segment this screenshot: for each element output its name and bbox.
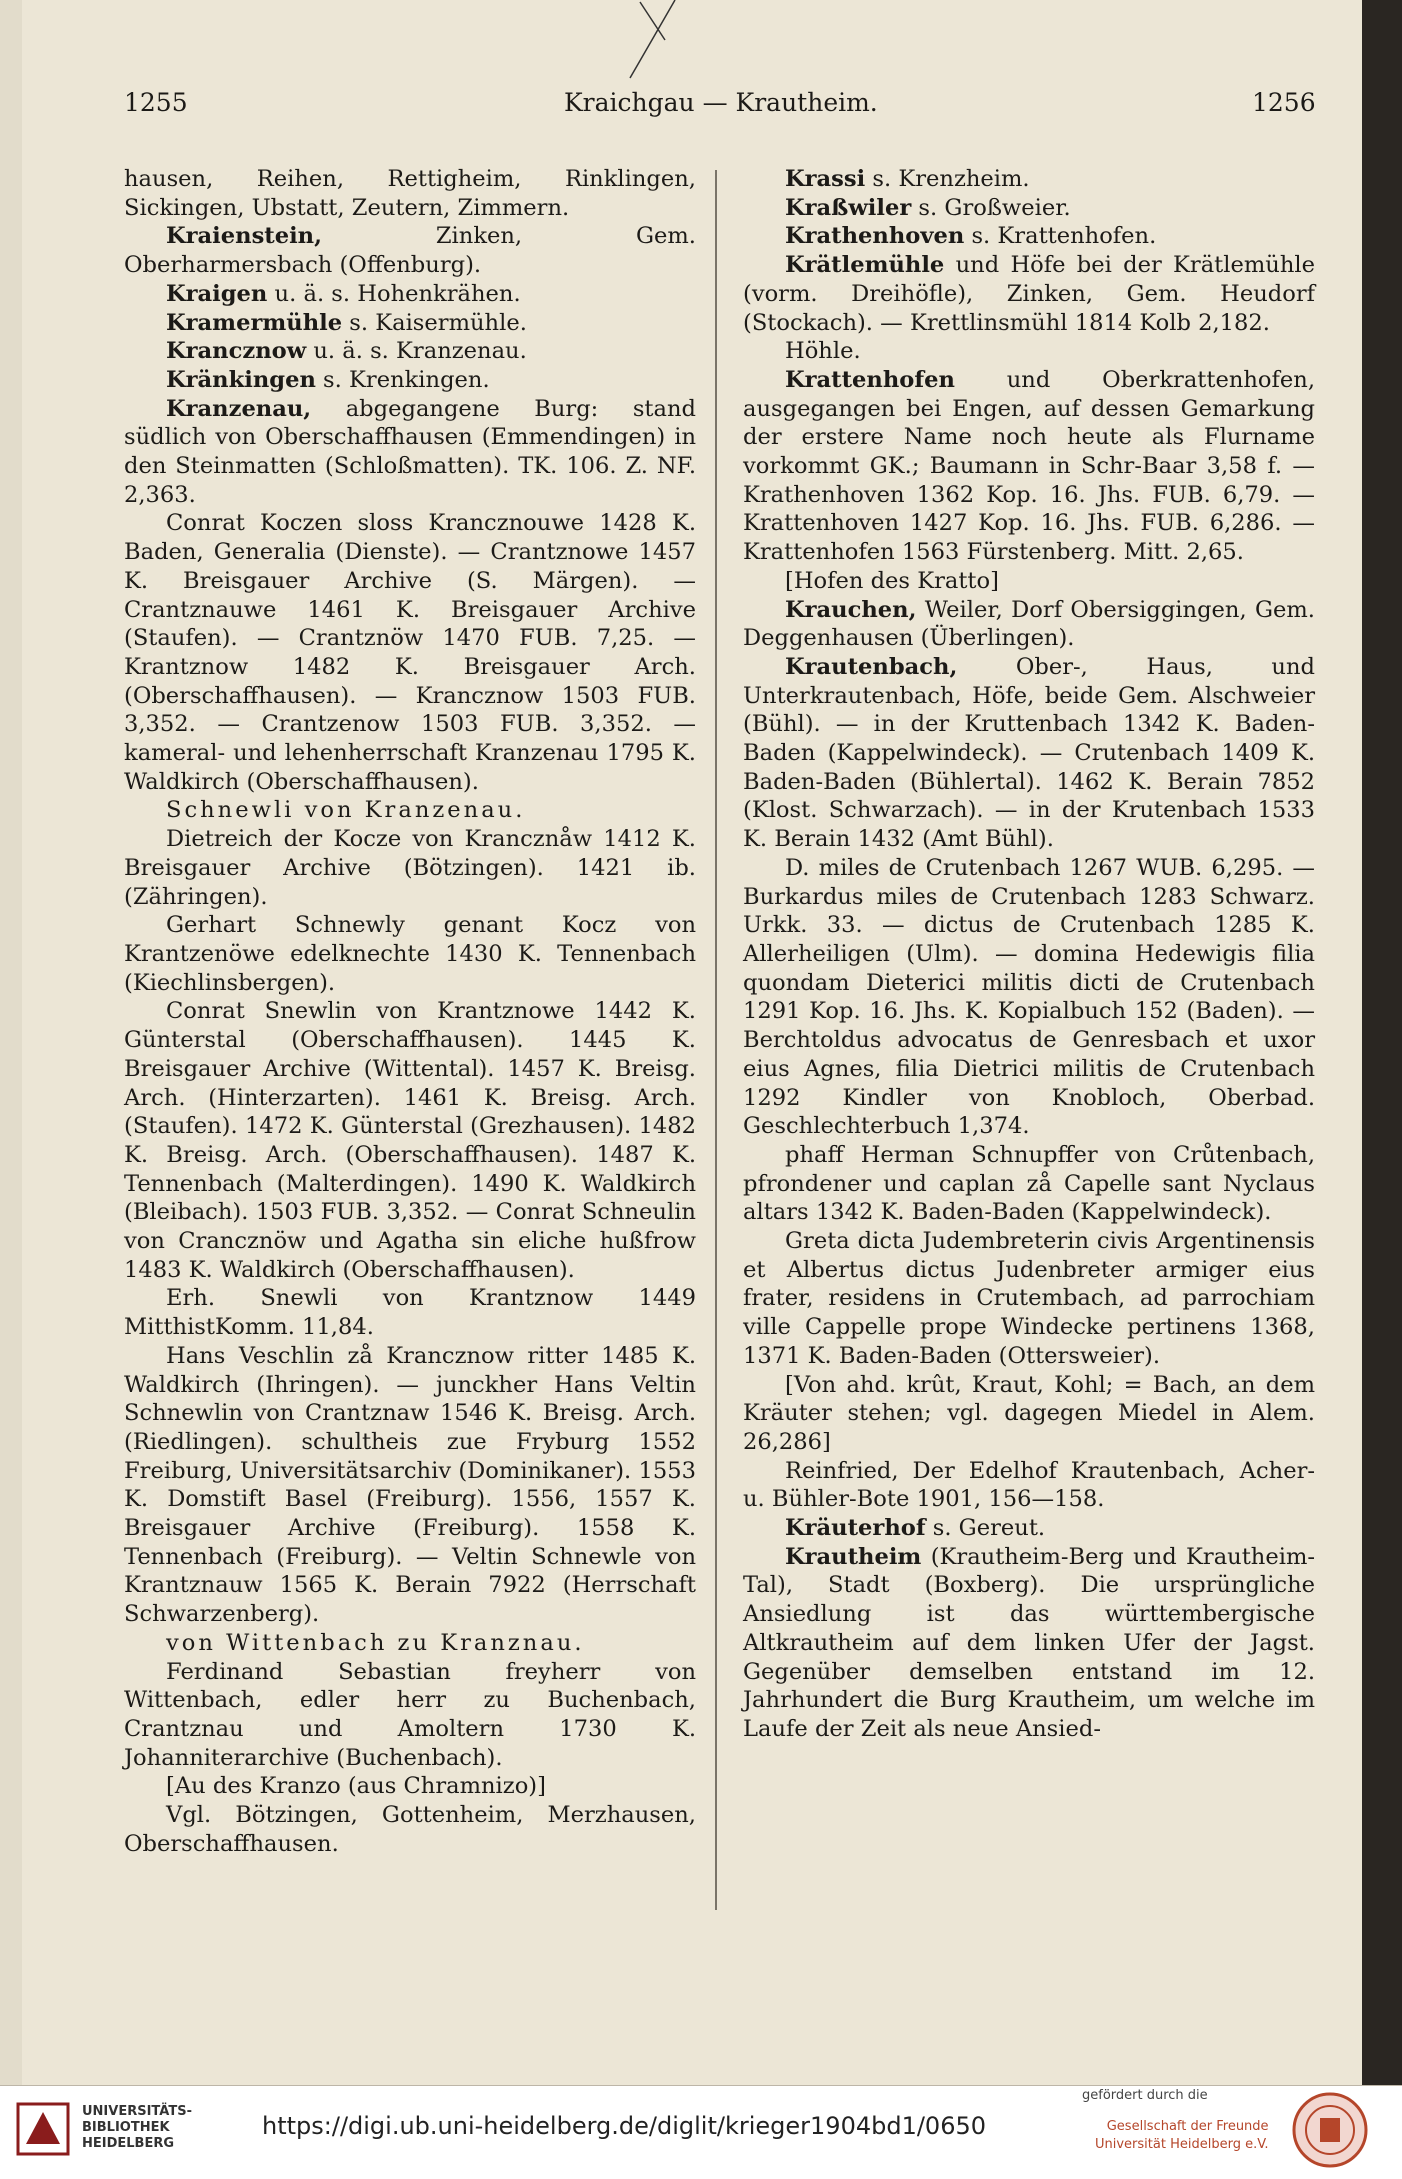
page-edge-right <box>1362 0 1402 2085</box>
library-line-2: BIBLIOTHEK <box>82 2120 170 2135</box>
entry-paragraph: D. miles de Crutenbach 1267 WUB. 6,295. — Burkardus miles de Crutenbach 1283 Schwarz. Urkk. 33. — dictus de Crutenbach 1285 K. Allerheiligen (Ulm). — domina Hedewigis filia quondam Dieterici militis dicti de Crutenbach 1291 Kop. 16. Jhs. K. Kopialbuch 152 (Baden). — Berchtoldus advocatus de Genresbach et uxor eius Agnes, filia Dietrici militis de Crutenbach 1292 Kindler von Knobloch, Oberbad. Geschlechterbuch 1,374. <box>743 854 1315 1140</box>
headword: Kraßwiler <box>785 194 912 221</box>
entry-text: s. Gereut. <box>925 1515 1046 1542</box>
entry-paragraph: Conrat Koczen sloss Krancznouwe 1428 K. Baden, Generalia (Dienste). — Crantznowe 1457 K. Breisgauer Archive (S. Märgen). — Crantznauwe 1461 K. Breisgauer Archive (Staufen). — Crantznöw 1470 FUB. 7,25. — Krantznow 1482 K. Breisgauer Arch. (Oberschaffhausen). — Krancznow 1503 FUB. 3,352. — Crantzenow 1503 FUB. 3,352. — kameral- und lehenherrschaft Kranzenau 1795 K. Waldkirch (Oberschaffhausen). <box>124 510 696 795</box>
entry-paragraph <box>124 222 696 279</box>
entry-paragraph <box>743 1543 1315 1744</box>
entry-paragraph: [Hofen des Kratto] <box>785 567 999 594</box>
page-number-right: 1256 <box>1252 88 1316 117</box>
entry-paragraph <box>743 366 1315 567</box>
headword: Kraigen <box>166 280 268 307</box>
entry-paragraph: Conrat Snewlin von Krantznowe 1442 K. Günterstal (Oberschaffhausen). 1445 K. Breisgauer Archive (Wittental). 1457 K. Breisg. Arch. (Hinterzarten). 1461 K. Breisg. Arch. (Staufen). 1472 K. Günterstal (Grezhausen). 1482 K. Breisg. Arch. (Oberschaffhausen). 1487 K. Tennenbach (Malterdingen). 1490 K. Waldkirch (Bleibach). 1503 FUB. 3,352. — Conrat Schneulin von Crancznöw und Agatha sin eliche hußfrow 1483 K. Waldkirch (Oberschaffhausen). <box>124 998 696 1283</box>
funded-by-label: gefördert durch die <box>1082 2088 1208 2103</box>
society-line-2: Universität Heidelberg e.V. <box>1095 2137 1269 2152</box>
entry-text: und Höfe bei der Krätlemühle (vorm. Dreihöfle), Zinken, Gem. Heudorf (Stockach). — Krettlinsmühl 1814 Kolb 2,182. <box>743 252 1315 336</box>
right-column <box>743 165 1315 1744</box>
entry-paragraph <box>124 1629 696 1658</box>
entry-text: s. Kaisermühle. <box>342 309 527 336</box>
running-title: Kraichgau — Krautheim. <box>564 88 878 117</box>
entry-paragraph <box>124 337 696 366</box>
headword: Krauchen, <box>785 596 917 623</box>
library-line-3: HEIDELBERG <box>82 2136 175 2151</box>
headword: Krautheim <box>785 1543 922 1570</box>
entry-paragraph: [Von ahd. krût, Kraut, Kohl; = Bach, an dem Kräuter stehen; vgl. dagegen Miedel in Alem. 26,286] <box>743 1371 1315 1455</box>
entry-paragraph <box>743 222 1315 251</box>
entry-paragraph: Hans Veschlin zå Krancznow ritter 1485 K. Waldkirch (Ihringen). — junckher Hans Veltin Schnewlin von Crantznaw 1546 K. Breisg. Arch. (Riedlingen). schultheis zue Fryburg 1552 Freiburg, Universitätsarchiv (Dominikaner). 1553 K. Domstift Basel (Freiburg). 1556, 1557 K. Breisgauer Archive (Freiburg). 1558 K. Tennenbach (Freiburg). — Veltin Schnewle von Krantznauw 1565 K. Berain 7922 (Herrschaft Schwarzenberg). <box>124 1342 696 1628</box>
entry-paragraph: phaff Herman Schnupffer von Crůtenbach, pfrondener und caplan zå Capelle sant Nyclaus altars 1342 K. Baden-Baden (Kappelwindeck). <box>743 1141 1315 1226</box>
entry-paragraph: Dietreich der Kocze von Krancznåw 1412 K. Breisgauer Archive (Bötzingen). 1421 ib. (Zähringen). <box>124 826 696 910</box>
entry-paragraph: Vgl. Bötzingen, Gottenheim, Merzhausen, Oberschaffhausen. <box>124 1802 696 1857</box>
library-line-1: UNIVERSITÄTS- <box>82 2104 192 2119</box>
column-divider <box>715 170 717 1910</box>
entry-paragraph <box>124 796 696 825</box>
headword: Krathenhoven <box>785 223 965 250</box>
entry-text: Zinken, Gem. Oberharmersbach (Offenburg). <box>124 223 696 279</box>
society-line-1: Gesellschaft der Freunde <box>1106 2119 1269 2134</box>
entry-paragraph: hausen, Reihen, Rettigheim, Rinklingen, Sickingen, Ubstatt, Zeutern, Zimmern. <box>124 166 696 221</box>
entry-paragraph <box>124 395 696 510</box>
headword: Krätlemühle <box>785 252 945 279</box>
entry-paragraph: [Au des Kranzo (aus Chramnizo)] <box>166 1773 546 1800</box>
headword: Krattenhofen <box>785 366 955 393</box>
permalink-url[interactable]: https://digi.ub.uni-heidelberg.de/diglit/krieger1904bd1/0650 <box>262 2112 987 2140</box>
left-column <box>124 165 696 1858</box>
entry-paragraph: Greta dicta Judembreterin civis Argentinensis et Albertus dictus Judenbreter armiger eius frater, residens in Crutembach, ad parrochiam ville Cappelle prope Windecke pertinens 1368, 1371 K. Baden-Baden (Ottersweier). <box>743 1228 1315 1369</box>
pencil-mark-icon <box>620 0 710 80</box>
headword: Krancznow <box>166 338 307 365</box>
entry-text: (Krautheim-Berg und Krautheim-Tal), Stadt (Boxberg). Die ursprüngliche Ansiedlung ist das württembergische Altkrautheim auf dem linken Ufer der Jagst. Gegenüber demselben entstand im 12. Jahrhundert die Burg Krautheim, um welche im Laufe der Zeit als neue Ansied- <box>743 1543 1315 1742</box>
library-name <box>82 2104 192 2152</box>
headword: Krautenbach, <box>785 653 958 680</box>
entry-paragraph <box>743 653 1315 854</box>
entry-paragraph <box>743 165 1315 194</box>
entry-paragraph <box>124 280 696 309</box>
headword: Kranzenau, <box>166 395 312 422</box>
society-name <box>1095 2118 1269 2154</box>
entry-paragraph: Gerhart Schnewly genant Kocz von Krantzenöwe edelknechte 1430 K. Tennenbach (Kiechlinsbergen). <box>124 912 696 996</box>
entry-paragraph <box>743 596 1315 653</box>
entry-paragraph: Reinfried, Der Edelhof Krautenbach, Acher- u. Bühler-Bote 1901, 156—158. <box>743 1457 1315 1513</box>
entry-paragraph: Höhle. <box>785 338 861 365</box>
entry-text: abgegangene Burg: stand südlich von Oberschaffhausen (Emmendingen) in den Steinmatten (Schloßmatten). TK. 106. Z. NF. 2,363. <box>124 395 696 508</box>
entry-text: s. Krenzheim. <box>865 166 1030 192</box>
family-heading: von Wittenbach zu Kranznau. <box>166 1629 585 1656</box>
university-logo-icon <box>14 2100 72 2158</box>
family-heading: Schnewli von Kranzenau. <box>166 797 526 824</box>
headword: Krassi <box>785 166 866 192</box>
entry-text: s. Krenkingen. <box>315 366 490 393</box>
entry-paragraph <box>124 309 696 338</box>
headword: Kraienstein, <box>166 223 322 250</box>
headword: Kramermühle <box>166 309 343 336</box>
entry-paragraph <box>124 366 696 395</box>
entry-paragraph <box>743 1514 1315 1543</box>
entry-text: u. ä. s. Hohenkrähen. <box>267 280 521 307</box>
entry-paragraph <box>743 251 1315 337</box>
entry-text: u. ä. s. Kranzenau. <box>306 338 527 365</box>
entry-paragraph: Ferdinand Sebastian freyherr von Wittenbach, edler herr zu Buchenbach, Crantznau und Amoltern 1730 K. Johanniterarchive (Buchenbach). <box>124 1658 696 1771</box>
entry-text: und Oberkrattenhofen, ausgegangen bei Engen, auf dessen Gemarkung der erstere Name noch heute als Flurname vorkommt GK.; Baumann in Schr-Baar 3,58 f. — Krathenhoven 1362 Kop. 16. Jhs. FUB. 6,79. — Krattenhoven 1427 Kop. 16. Jhs. FUB. 6,286. — Krattenhofen 1563 Fürstenberg. Mitt. 2,65. <box>743 366 1315 566</box>
headword: Kränkingen <box>166 366 316 393</box>
entry-text: s. Großweier. <box>911 194 1071 221</box>
page-number-left: 1255 <box>124 88 188 117</box>
entry-text: Weiler, Dorf Obersiggingen, Gem. Deggenhausen (Überlingen). <box>743 596 1315 652</box>
headword: Kräuterhof <box>785 1515 926 1542</box>
page-edge-left <box>0 0 22 2085</box>
entry-paragraph: Erh. Snewli von Krantznow 1449 MitthistKomm. 11,84. <box>124 1285 696 1341</box>
society-seal-icon <box>1290 2090 1370 2170</box>
entry-text: s. Krattenhofen. <box>964 223 1157 250</box>
entry-text: Ober-, Haus, und Unterkrautenbach, Höfe, beide Gem. Alschweier (Bühl). — in der Kruttenbach 1342 K. Baden-Baden (Kappelwindeck). — Crutenbach 1409 K. Baden-Baden (Bühlertal). 1462 K. Berain 7852 (Klost. Schwarzach). — in der Krutenbach 1533 K. Berain 1432 (Amt Bühl). <box>743 653 1315 853</box>
entry-paragraph <box>743 194 1315 223</box>
